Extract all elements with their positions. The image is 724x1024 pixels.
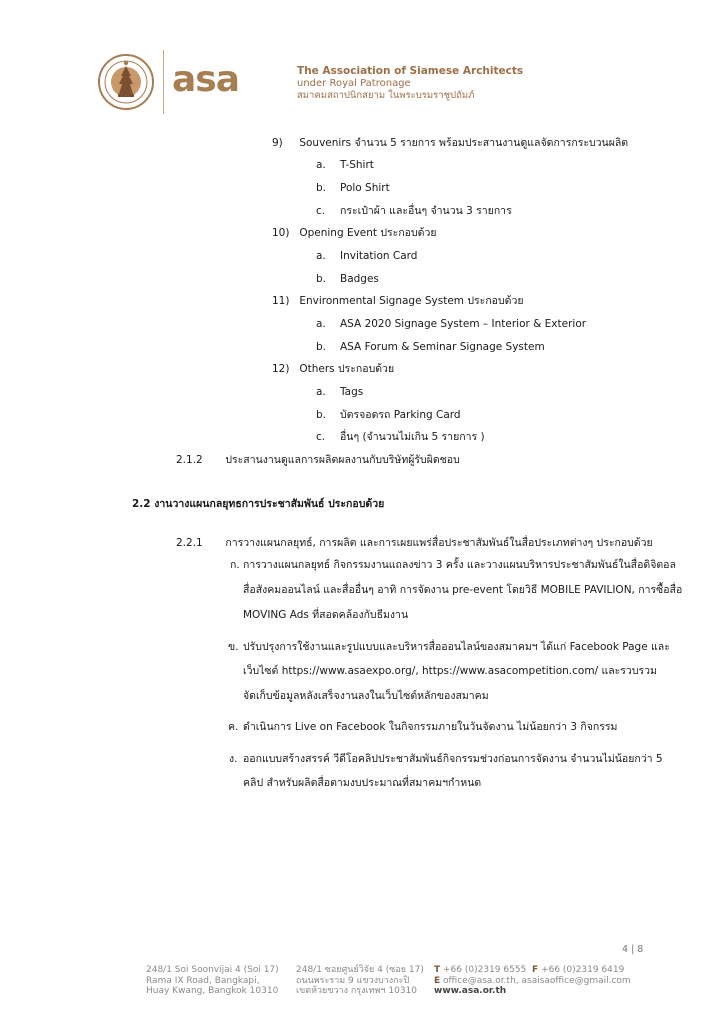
item-number: 9) (272, 137, 283, 149)
sub-item: b. Polo Shirt (316, 182, 390, 194)
fax-number: +66 (0)2319 6419 (541, 965, 625, 975)
paragraph-line: ออกแบบสร้างสรรค์ วีดีโอคลิปประชาสัมพันธ์กิจกรรมช่วงก่อนการจัดงาน จำนวนไม่น้อยกว่า 5 (243, 753, 663, 765)
bullet-marker: ก. (230, 559, 240, 571)
item-text: Souvenirs จำนวน 5 รายการ พร้อมประสานงานดูแลจัดการกระบวนผลิต (299, 137, 629, 149)
paragraph-line: สื่อสังคมออนไลน์ และสื่ออื่นๆ อาทิ การจัดงาน pre-event โดยวิธี MOBILE PAVILION, การซื้อสื่อ (243, 584, 683, 596)
email-address: office@asa.or.th, asaisaoffice@gmail.com (443, 975, 631, 986)
sub-item: a. Invitation Card (316, 250, 418, 262)
org-name-th: สมาคมสถาปนิกสยาม ในพระบรมราชูปถัมภ์ (297, 90, 475, 101)
sub-item: a. Tags (316, 386, 364, 398)
paragraph-line: ปรับปรุงการใช้งานและรูปแบบและบริหารสื่อออนไลน์ของสมาคมฯ ได้แก่ Facebook Page และ (243, 641, 670, 653)
sub-item: c. อื่นๆ (จำนวนไม่เกิน 5 รายการ ) (316, 431, 485, 443)
paragraph-line: ดำเนินการ Live on Facebook ในกิจกรรมภายในวันจัดงาน ไม่น้อยกว่า 3 กิจกรรม (243, 721, 618, 733)
sub-item: b. บัตรจอดรถ Parking Card (316, 409, 461, 421)
sub-item: c. กระเป๋าผ้า และอื่นๆ จำนวน 3 รายการ (316, 205, 512, 217)
section-2-2-1: 2.2.1 การวางแผนกลยุทธ์, การผลิต และการเผยแพร่สื่อประชาสัมพันธ์ในสื่อประเภทต่างๆ ประกอบด้วย (176, 537, 653, 549)
section-2-2-heading: 2.2 งานวางแผนกลยุทธการประชาสัมพันธ์ ประกอบด้วย (132, 498, 385, 510)
sub-item: a. ASA 2020 Signage System – Interior & Exterior (316, 318, 587, 330)
organization-name (297, 65, 523, 102)
list-item-10: 10) Opening Event ประกอบด้วย (272, 227, 437, 239)
asa-logo: asa (172, 59, 240, 100)
fax-label: F (532, 965, 539, 975)
footer-address-en: 248/1 Soi Soonvijai 4 (Soi 17) Rama IX Road, Bangkapi, Huay Kwang, Bangkok 10310 (146, 965, 279, 996)
list-item-11: 11) Environmental Signage System ประกอบด้วย (272, 295, 524, 307)
org-sub-en: under Royal Patronage (297, 78, 411, 89)
association-seal-icon (98, 52, 154, 112)
paragraph-line: MOVING Ads ที่สอดคล้องกับธีมงาน (243, 609, 409, 621)
bullet-marker: ง. (229, 753, 238, 765)
page-number: 4 | 8 (622, 944, 644, 955)
section-2-1-2: 2.1.2 ประสานงานดูแลการผลิตผลงานกับบริษัทผู้รับผิดชอบ (176, 454, 460, 466)
paragraph-line: เว็บไซต์ https://www.asaexpo.org/, https://www.asacompetition.com/ และรวบรวม (243, 665, 657, 677)
org-name-en: The Association of Siamese Architects (297, 65, 524, 77)
sub-item: b. Badges (316, 273, 379, 285)
tel-label: T (434, 965, 441, 975)
paragraph-line: จัดเก็บข้อมูลหลังเสร็จงานลงในเว็บไซต์หลักของสมาคม (243, 690, 489, 702)
list-item-12: 12) Others ประกอบด้วย (272, 363, 395, 375)
bullet-marker: ค. (228, 721, 239, 733)
website-link[interactable]: www.asa.or.th (434, 986, 507, 996)
sub-item: a. T-Shirt (316, 159, 374, 171)
paragraph-line: การวางแผนกลยุทธ์ กิจกรรมงานแถลงข่าว 3 ครั้ง และวางแผนบริหารประชาสัมพันธ์ในสื่อดิจิตอล (243, 559, 676, 571)
sub-item: b. ASA Forum & Seminar Signage System (316, 341, 545, 353)
list-item-9 (272, 136, 628, 150)
footer-contact (434, 965, 631, 997)
bullet-marker: ข. (228, 641, 239, 653)
paragraph-line: คลิป สำหรับผลิตสื่อตามงบประมาณที่สมาคมฯกำหนด (243, 777, 482, 789)
footer-address-th: 248/1 ซอยศูนย์วิจัย 4 (ซอย 17) ถนนพระราม 9 แขวงบางกะปิ เขตห้วยขวาง กรุงเทพฯ 10310 (296, 965, 424, 996)
header-divider (163, 50, 164, 114)
tel-number: +66 (0)2319 6555 (443, 965, 527, 975)
email-label: E (434, 975, 441, 986)
